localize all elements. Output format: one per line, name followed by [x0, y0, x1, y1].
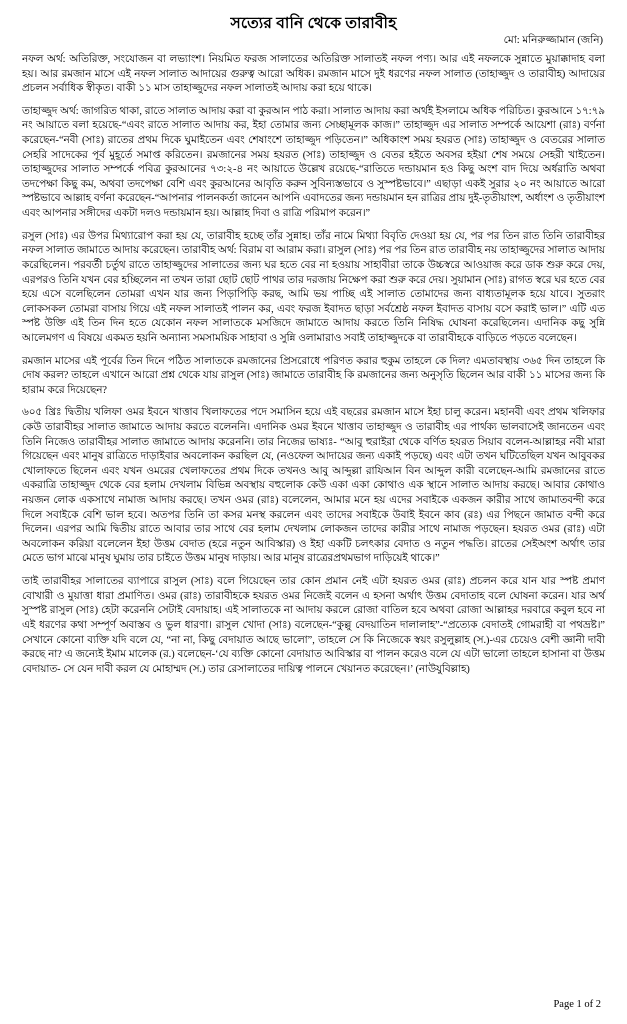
- paragraph-3: রসুল (সাঃ) এর উপর মিথ্যারোপ করা হয় যে, তারাবীহ হচ্ছে তাঁর সুন্নাহ। তাঁর নামে মিথ্যা বিবৃতি দেওয়া হয় যে, পর পর তিন রাত তিনি তারাবীহর নফল সালাত জামাতে আদায় করেছেন। তারাবীহ অর্থ: বিরাম বা আরাম করা। রাসুল (সাঃ) পর পর তিন রাত তারাবীহ নয় তাহাজ্জুদের সালাত আদায় করেছিলেন। পরবর্তী চর্তুথ রাতে তাহাজ্জুদের সালাতের জন্য ঘর হতে বের না হওয়ায় সাহাবীরা তাকে উচ্চস্বরে আওয়াজ করে ডাক শুরু করে দেয়, এরপরও তিনি যখন বের হচ্ছিলেন না তখন তারা ছোট ছোট পাথর তার দরজায় নিক্ষেপ করা শুরু করে দেয়। সুয়ামান (সাঃ) রাগত স্বরে ঘর হতে বের হয়ে এসে বলেছিলেন তোমরা এখন যার জন্য পিড়াপিড়ি করছ, আমি ভয় পাচ্ছি এই সালাত তোমাদের জন্য বাধ্যতামূলক হয়ে যাবে। সুতরাং লোকসকল তোমরা বাসায় গিয়ে এই নফল সালাতই পালন কর, এবং ফরজ ইবাদত ছাড়া সর্বশ্রেষ্ঠ নফল ইবাদত বাসায় বসে করাই ভাল।” এটি এত স্পষ্ট উক্তি এই তিন দিন হতে যেকোন নফল সালাতকে মসজিদে জামাতে আদায় করতে তিনি নিষিদ্ধ ঘোষনা করেছিলেন। এদানিক কছু সুন্নি আলেমগণ এ বিষয়ে একমত হয়নি অন্যান্য সমসাময়িক সাহাবা ও সুন্নি ওলামারাও সবাই তাহাজ্জুদকে বা তারাবীহকে বাড়িতে পড়তে বলেছেন।: [22, 230, 605, 344]
- paragraph-2: তাহাজ্জুদ অর্থ: জাগরিত থাকা, রাতে সালাত আদায় করা বা কুরআন পাঠ করা। সালাত আদায় করা অর্থই ইসলামে অধিক পরিচিত। কুরআনে ১৭:৭৯ নং আয়াতে বলা হয়েছে-“এবং রাতে সালাত আদায় কর, ইহা তোমার জন্য সেচ্ছামূলক কাজ।” তাহাজ্জুদ এর সালাত সম্পর্কে আয়েশা (রাঃ) বর্ণনা করেছেন-“নবী (সাঃ) রাতের প্রথম দিকে ঘুমাইতেন এবং শেষাংশে তাহাজ্জুদ পড়িতেন।” অধিকাংশ সময় হযরত (সাঃ) তাহাজ্জুদ ও বেতরের সালাত সেহরি সাদেকের পূর্ব মুহূর্তে সমাপ্ত করিতেন। রমজানের সময় হযরত (সাঃ) তাহাজ্জুদ ও বেতর হইতে অবসর হইয়া শেষ সময়ে সেহরী খাইতেন। তাহাজ্জুদের সালাত সম্পর্কে পবিত্র কুরআনের ৭৩:২-৪ নং আয়াতে উল্লেখ রয়েছে-“রাতিতে দন্ডায়মান হও কিছু অংশ বাদ দিয়ে অর্ধরাতি অথবা তদপেক্ষা কিছু কম, অথবা তদপেক্ষা বেশি এবং কুরআনের আবৃতি করুন সুবিন্যস্তভাবে ও সুস্পষ্টভাবে।” এছাড়া একই সুরার ২০ নং আয়াতে আরো স্পষ্টভাবে আল্লাহ বর্ণনা করেছেন-“আপনার পালনকর্তা জানেন আপনি এবাদতের জন্য দন্ডায়মান হন রাত্রির প্রায় দুই-তৃতীয়াংশ, অর্ধাংশ ও তৃতীয়াংশ এবং আপনার সঙ্গীদের একটা দলও দন্ডায়মান হয়। আল্লাহ দিবা ও রাত্রি পরিমাপ করেন।”: [22, 105, 605, 220]
- paragraph-1: নফল অর্থ: অতিরিক্ত, সংযোজন বা লভ্যাংশ। নিয়মিত ফরজ সালাতের অতিরিক্ত সালাতই নফল পণ্য। আর এই নফলকে সুন্নাতে মুয়াক্কাদাহ বলা হয়। আর রমজান মাসে এই নফল সালাত আদায়ের গুরুত্ব আরো অধিক। রমজান মাসে দুই ধরণের নফল সালাত (তাহাজ্জুদ ও তারাবীহ) আদায়ের প্রচলন সর্বাধিক স্বীকৃত। বাকী ১১ মাস তাহাজ্জুদের নফল সালাতই আদায় করা হয়ে থাকে।: [22, 53, 605, 95]
- page-title: সত্যের বানি থেকে তারাবীহ: [230, 15, 397, 32]
- page-footer: Page 1 of 2: [553, 999, 601, 1010]
- paragraph-6: তাই তারাবীহর সালাতের ব্যাপারে রাসুল (সাঃ) বলে গিয়েছেন তার কোন প্রমান নেই এটা হযরত ওমর (রাঃ) প্রচলন করে যান যার স্পষ্ট প্রমাণ বোখারী ও মুয়াত্তা ধারা প্রমাণিত। ওমর (রাঃ) তারাবীহকে হযরত ওমর নিজেই বলেন এ হসনা অর্থাৎ উত্তম বেদাতাহ বলে ঘোষনা করেন। যার অর্থ সুস্পষ্ট রাসুল (সাঃ) হেটা করেননি সেটাই বেদায়াহ। এই সালাতকে না আদায় করলে রোজা বাতিল হবে অথবা রোজা আল্লাহর দরবারে কবুল হবে না এই ধরণের কথা সম্পূর্ণ অবাস্তব ও ভুল ধারণা। রাসুল খোদা (সাঃ) বলেছেন-“কুল্লু বেদয়াতিন দালালাহ”-“প্রত্যেক বেদাতই গোমরাহী বা পথভ্রষ্ট।” সেখানে কোনো ব্যক্তি যদি বলে যে, “না না, কিছু বেদায়াত আছে ভালো”, তাহলে সে কি নিজেকে স্বয়ং রসুলুল্লাহ (স.)-এর চেয়েও বেশী জ্ঞানী দাবী করছে না? এ জন্যেই ইমাম মালেক (র.) বলেছেন-‘যে ব্যক্তি কোনো বেদায়াত আবিস্কার বা পালন করেও বলে যে এটা ভালো তাহলে হাসানা বা উত্তম বেদায়াত- সে যেন দাবী করল যে মোহাম্মদ (স.) তার রেসালাতের দায়িত্ব পালনে খেয়ানত করেছেন।’ (নাউযুবিল্লাহ): [22, 576, 605, 675]
- paragraph-5: ৬০৫ খ্রিঃ দ্বিতীয় খলিফা ওমর ইবনে খাত্তাব খিলাফতের পদে সমাসিন হয়ে এই বছরের রমজান মাসে ইহা চালু করেন। মহানবী এবং প্রথম খলিফার কেউ তারাবীহর সালাত জামাতে আদায় করতে বলেননি। এদানিক ওমর ইবনে খাত্তাব তাহাজ্জুদ ও তারাবীহ এর পার্থক্য ভালবাসেই জানতেন এবং তিনি নিজেও তারাবীহর সালাত জামাতে আদায় করেননি। তার নিজের ভাষ্যঃ- “আবু হুরাইরা থেকে বর্ণিত হযরত সিয়াব বলেন-আল্লাহর নবী মারা গিয়েছেন এবং মানুষ রাত্রিতে দাড়াইবার অবলোকন করছিল যে, (নওফেল আদায়ের জন্য একাই পড়ছে) এবং এটা তখন ঘটিতেছিল যখন আবুবকর খোলাফতে ছিলেন এবং যখন ওমরের খেলাফতের প্রথম দিকে তখনও আবু আব্দুল্লা রাযিআন বিন আব্দুল কারী বলেছেন-আমি রমজানের রাতে একরাত্রি তাহাজ্জুদ থেকে বের হলাম দেখলাম বিভিন্ন অবস্থায় বহুলোক কেউ একা একা কোথাও এক স্থানে সালাত আদায় করছে। আবার কোথাও নয়জন লোক একসাথে নামাজ আদায় করছে। তখন ওমর (রাঃ) বলেলেন, আমার মনে হয় এদের সবাইকে একজন কারীর সাথে জামাতবন্দী করে দিলে সবাইকে বেশি ভাল হবে। অতপর তিনি তা কসর মনস্থ করলেন এবং তাদের সবাইকে উবাই ইবনে কাব (রঃ) এর পিছনে জামাত বন্দী করে দিলেন। এরপর আমি দ্বিতীয় রাতে আবার তার সাথে বের হলাম দেখলাম লোকজন তাদের কারীর সাথে নামাজ পড়ছেন। হযরত ওমর (রাঃ) এটা অবলোকন করিয়া বলেলেন ইহা উত্তম বেদাত (হরে নতুন আবিস্কার) ও ইহা একটি চলৎকার বেদাত ও নতুন পদ্ধতি। রাতের সেইঅংশ অর্থাৎ তার মেতে ভাগ মাঝে মানুষ ঘুমায় তার চাইতে উত্তম মানুষ দাড়ায়। আর মানুষ রাত্রেরপ্রথমভাগ দাড়িয়েই থাকে।”: [22, 407, 605, 565]
- author-byline: মো: মনিরুজ্জামান (জনি): [503, 35, 603, 47]
- paragraph-4: রমজান মাসের এই পূর্বের তিন দিনে পঠিত সালাতকে রমজানের প্রিসরোধে পরিণত করার হুকুম তাহলে কে দিল? এমতাবস্থায় ৩৬৫ দিন তাহলে কি দোষ করল? তাহলে এখানে আরো প্রশ্ন থেকে যায় রাসুল (সাঃ) জামাতে তারাবীহ কি রমজানের জন্য অনুসৃতি ছিলেন আর বাকী ১১ মাসের জন্য কি হারাম করে দিয়েছেন?: [22, 355, 605, 396]
